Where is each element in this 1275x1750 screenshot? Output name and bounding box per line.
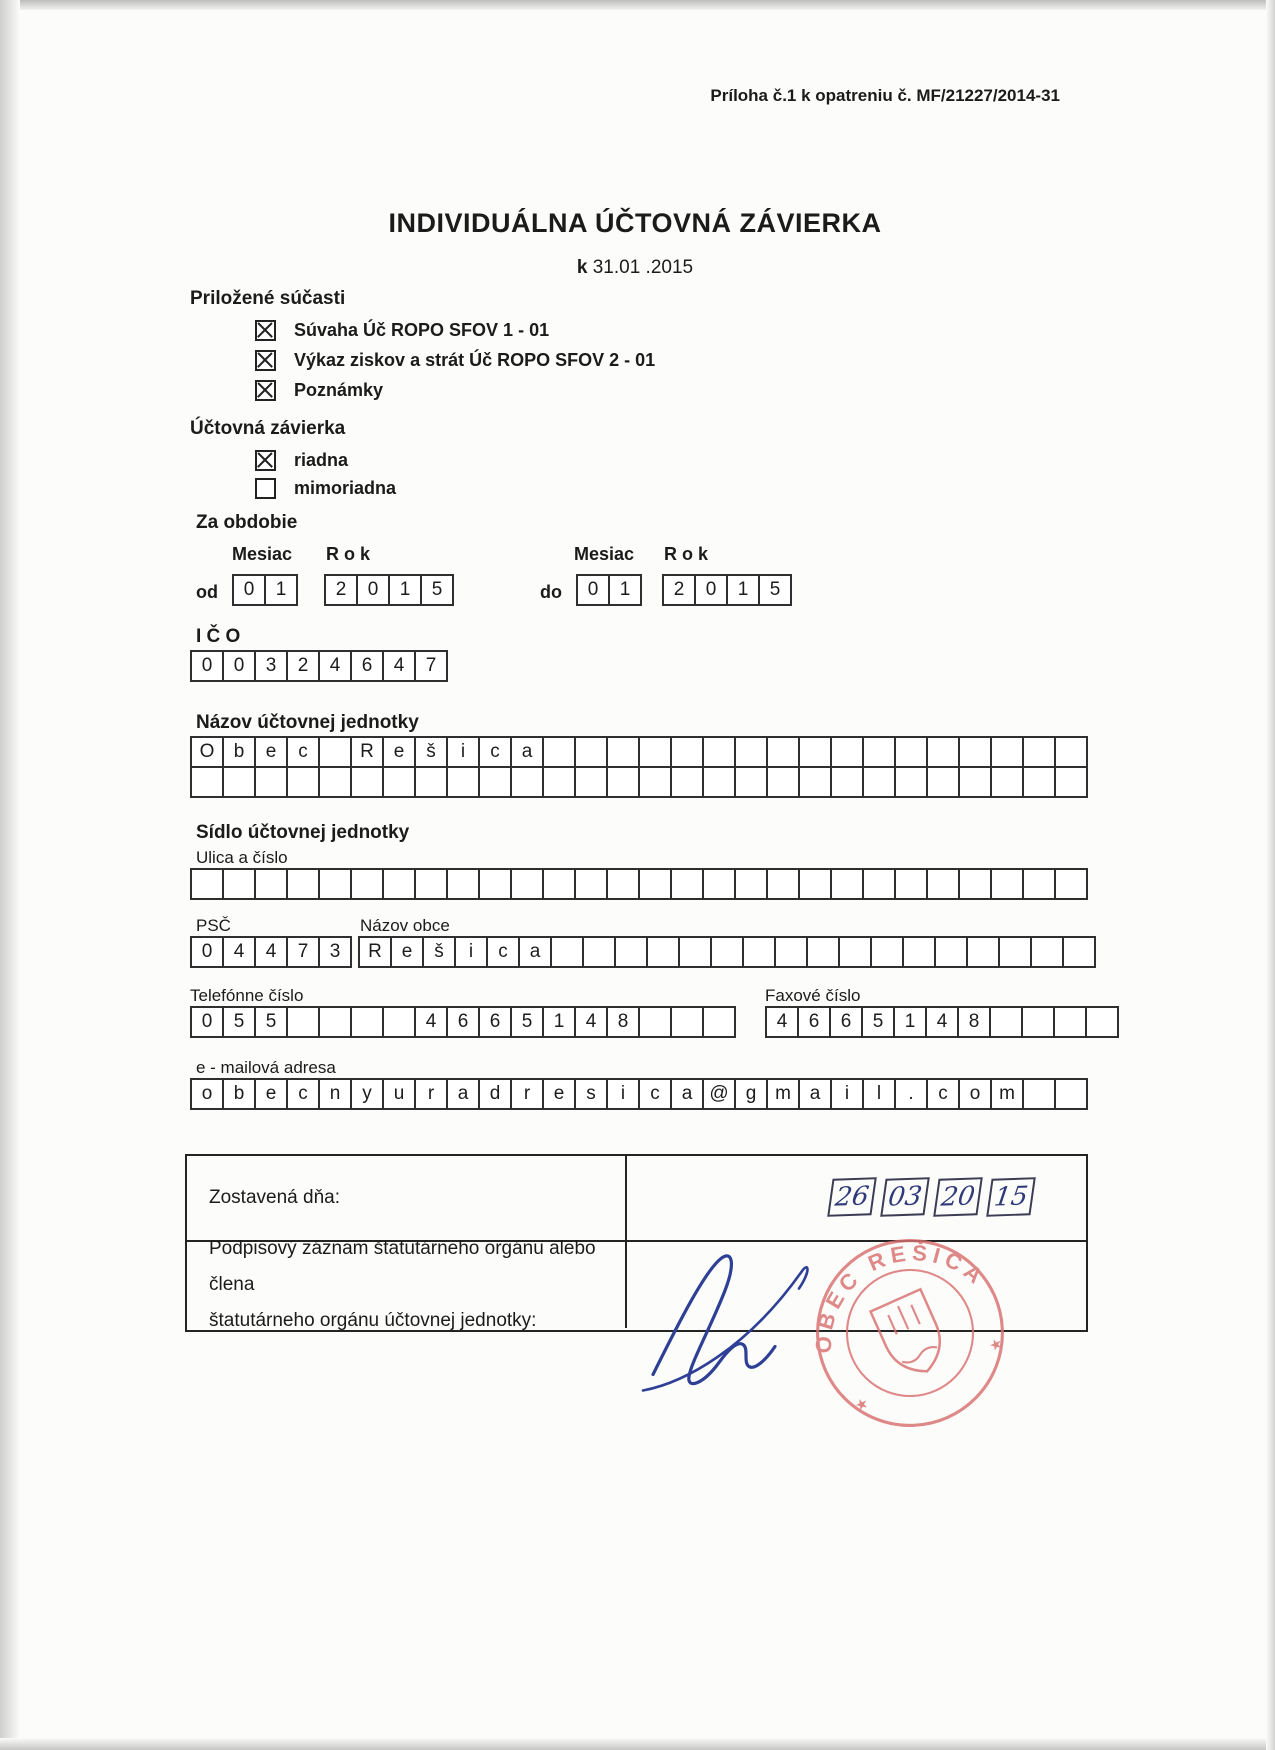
char-cell [318, 736, 352, 768]
char-cell [574, 868, 608, 900]
char-cell [1030, 936, 1064, 968]
char-cell [1022, 1078, 1056, 1110]
char-cell [798, 868, 832, 900]
phone-label: Telefónne číslo [190, 986, 304, 1005]
char-cell: d [478, 1078, 512, 1110]
char-cell: i [454, 936, 488, 968]
scan-edge-bottom [0, 1738, 1275, 1750]
char-cell [222, 766, 256, 798]
signature-area-cell [627, 1242, 1086, 1328]
char-cell: a [446, 1078, 480, 1110]
char-cell [862, 868, 896, 900]
char-cell: r [510, 1078, 544, 1110]
checkbox-suvaha [255, 320, 276, 341]
char-cell: s [574, 1078, 608, 1110]
char-cell [254, 868, 288, 900]
period-od-month-cells [232, 574, 296, 606]
char-cell [1054, 766, 1088, 798]
attached-parts-heading: Priložené súčasti [190, 288, 346, 309]
char-cell [286, 868, 320, 900]
char-cell: 7 [286, 936, 320, 968]
char-cell: 1 [388, 574, 422, 606]
char-cell [702, 736, 736, 768]
char-cell [190, 766, 224, 798]
char-cell [1054, 1078, 1088, 1110]
char-cell [1054, 868, 1088, 900]
char-cell: i [606, 1078, 640, 1110]
char-cell [734, 868, 768, 900]
char-cell [1054, 736, 1088, 768]
char-cell [926, 766, 960, 798]
char-cell [638, 1006, 672, 1038]
entity-name-grid [190, 736, 1086, 798]
char-cell: 2 [662, 574, 696, 606]
period-od-label: od [196, 582, 218, 602]
char-cell [222, 868, 256, 900]
char-cell [350, 1006, 384, 1038]
char-cell: 1 [542, 1006, 576, 1038]
char-cell [286, 1006, 320, 1038]
char-cell [542, 736, 576, 768]
char-cell: . [894, 1078, 928, 1110]
char-cell: 6 [478, 1006, 512, 1038]
char-cell [1085, 1006, 1119, 1038]
char-cell: 1 [264, 574, 298, 606]
char-cell [830, 766, 864, 798]
email-label: e - mailová adresa [196, 1058, 336, 1077]
char-cell: 0 [232, 574, 266, 606]
stamp-star-left: ★ [852, 1395, 872, 1416]
char-cell [382, 766, 416, 798]
char-cell [958, 766, 992, 798]
char-cell: a [670, 1078, 704, 1110]
period-from-year-label: R o k [326, 544, 371, 564]
char-cell [510, 766, 544, 798]
signature-row [187, 1238, 1086, 1331]
char-cell [1022, 736, 1056, 768]
char-cell [894, 736, 928, 768]
char-cell: a [510, 736, 544, 768]
char-cell [870, 936, 904, 968]
char-cell [774, 936, 808, 968]
as-of-value: 31.01 .2015 [592, 257, 694, 278]
char-cell [1022, 766, 1056, 798]
signature-table [185, 1154, 1088, 1332]
signature-label-line1: Podpisový záznam štatutárneho orgánu alebo člena [209, 1238, 596, 1295]
handwritten-date-boxes [830, 1178, 1033, 1216]
period-do-label: do [540, 582, 562, 602]
char-cell [542, 766, 576, 798]
char-cell: 2 [286, 650, 320, 682]
char-cell: 0 [694, 574, 728, 606]
char-cell: 03 [880, 1177, 930, 1217]
char-cell: 5 [420, 574, 454, 606]
char-cell: š [422, 936, 456, 968]
char-cell [606, 736, 640, 768]
char-cell [574, 736, 608, 768]
char-cell: c [486, 936, 520, 968]
entity-name-row2 [190, 766, 1086, 798]
char-cell [989, 1006, 1023, 1038]
scan-edge-left [0, 0, 20, 1750]
char-cell: i [446, 736, 480, 768]
char-cell [670, 736, 704, 768]
char-cell [934, 936, 968, 968]
attached-item-poznamky [255, 380, 383, 401]
compiled-date-label: Zostavená dňa: [209, 1187, 340, 1208]
char-cell [414, 868, 448, 900]
psc-label: PSČ [196, 916, 231, 935]
char-cell [446, 868, 480, 900]
char-cell [510, 868, 544, 900]
checkbox-label: Výkaz ziskov a strát Úč ROPO SFOV 2 - 01 [294, 350, 656, 370]
char-cell: 1 [893, 1006, 927, 1038]
char-cell: 4 [318, 650, 352, 682]
char-cell [1021, 1006, 1055, 1038]
char-cell [862, 736, 896, 768]
char-cell [1062, 936, 1096, 968]
char-cell: e [254, 736, 288, 768]
char-cell: m [766, 1078, 800, 1110]
char-cell [606, 766, 640, 798]
char-cell [318, 1006, 352, 1038]
char-cell: R [358, 936, 392, 968]
entity-name-heading: Názov účtovnej jednotky [196, 712, 419, 733]
char-cell: 4 [254, 936, 288, 968]
char-cell: e [254, 1078, 288, 1110]
char-cell: 5 [861, 1006, 895, 1038]
char-cell [734, 766, 768, 798]
char-cell [1053, 1006, 1087, 1038]
char-cell: R [350, 736, 384, 768]
char-cell [638, 766, 672, 798]
char-cell: 5 [510, 1006, 544, 1038]
scan-edge-top [0, 0, 1275, 10]
char-cell [990, 766, 1024, 798]
char-cell [998, 936, 1032, 968]
char-cell: 0 [190, 1006, 224, 1038]
closing-item-riadna [255, 450, 348, 471]
char-cell [830, 736, 864, 768]
char-cell: a [798, 1078, 832, 1110]
checkbox-label: Poznámky [294, 380, 384, 400]
char-cell: b [222, 1078, 256, 1110]
char-cell: c [478, 736, 512, 768]
char-cell [638, 868, 672, 900]
period-heading: Za obdobie [196, 512, 298, 533]
char-cell: 7 [414, 650, 448, 682]
attachment-note: Príloha č.1 k opatreniu č. MF/21227/2014-31 [710, 86, 1060, 105]
char-cell [894, 766, 928, 798]
compiled-date-value-cell [627, 1156, 1086, 1240]
period-od-year-cells [324, 574, 452, 606]
char-cell [798, 736, 832, 768]
char-cell [254, 766, 288, 798]
char-cell: e [542, 1078, 576, 1110]
char-cell: i [830, 1078, 864, 1110]
char-cell [926, 736, 960, 768]
char-cell [958, 736, 992, 768]
char-cell: c [638, 1078, 672, 1110]
char-cell [710, 936, 744, 968]
char-cell [582, 936, 616, 968]
fax-cells [765, 1006, 1117, 1038]
attached-item-suvaha [255, 320, 549, 341]
municipality-label: Názov obce [360, 916, 450, 935]
email-cells [190, 1078, 1086, 1110]
char-cell [614, 936, 648, 968]
attached-item-vykaz [255, 350, 655, 371]
char-cell [350, 868, 384, 900]
char-cell [318, 766, 352, 798]
period-to-month-label: Mesiac [574, 544, 635, 564]
char-cell: 1 [608, 574, 642, 606]
closing-type-heading: Účtovná závierka [190, 418, 346, 439]
period-do-month-cells [576, 574, 640, 606]
char-cell: c [926, 1078, 960, 1110]
signature-label-line2: štatutárneho orgánu účtovnej jednotky: [209, 1310, 537, 1331]
entity-name-row1 [190, 736, 1086, 768]
street-label: Ulica a číslo [196, 848, 288, 867]
char-cell: 15 [986, 1177, 1036, 1217]
char-cell: 8 [606, 1006, 640, 1038]
char-cell: 5 [254, 1006, 288, 1038]
char-cell [926, 868, 960, 900]
char-cell: š [414, 736, 448, 768]
char-cell: n [318, 1078, 352, 1110]
char-cell [894, 868, 928, 900]
char-cell [414, 766, 448, 798]
char-cell: b [222, 736, 256, 768]
char-cell [670, 1006, 704, 1038]
period-from-month-label: Mesiac [232, 544, 293, 564]
char-cell [678, 936, 712, 968]
char-cell [670, 766, 704, 798]
char-cell: 6 [350, 650, 384, 682]
char-cell [646, 936, 680, 968]
checkbox-poznamky [255, 380, 276, 401]
char-cell [446, 766, 480, 798]
char-cell [734, 736, 768, 768]
fax-label: Faxové číslo [765, 986, 861, 1005]
char-cell [798, 766, 832, 798]
char-cell: 4 [925, 1006, 959, 1038]
char-cell: g [734, 1078, 768, 1110]
char-cell [478, 766, 512, 798]
char-cell [766, 766, 800, 798]
char-cell: e [390, 936, 424, 968]
ico-cells [190, 650, 446, 682]
char-cell: 0 [356, 574, 390, 606]
char-cell: 4 [765, 1006, 799, 1038]
char-cell [838, 936, 872, 968]
char-cell: a [518, 936, 552, 968]
period-to-year-label: R o k [664, 544, 709, 564]
char-cell [990, 736, 1024, 768]
char-cell [382, 1006, 416, 1038]
char-cell: @ [702, 1078, 736, 1110]
char-cell [902, 936, 936, 968]
char-cell [550, 936, 584, 968]
char-cell: 6 [446, 1006, 480, 1038]
char-cell: O [190, 736, 224, 768]
char-cell: c [286, 1078, 320, 1110]
checkbox-mimoriadna [255, 478, 276, 499]
char-cell: 20 [933, 1177, 983, 1217]
char-cell [806, 936, 840, 968]
char-cell [542, 868, 576, 900]
char-cell [190, 868, 224, 900]
char-cell [574, 766, 608, 798]
municipality-cells [358, 936, 1094, 968]
compiled-date-label-cell [187, 1156, 627, 1240]
char-cell: 5 [758, 574, 792, 606]
compiled-date-row [187, 1156, 1086, 1242]
checkbox-label: riadna [294, 450, 349, 470]
char-cell: 4 [222, 936, 256, 968]
char-cell: 4 [414, 1006, 448, 1038]
scan-edge-right [1266, 0, 1275, 1750]
char-cell: 26 [827, 1177, 877, 1217]
char-cell [862, 766, 896, 798]
char-cell: r [414, 1078, 448, 1110]
char-cell: e [382, 736, 416, 768]
checkbox-vykaz [255, 350, 276, 371]
char-cell: 4 [382, 650, 416, 682]
char-cell: o [190, 1078, 224, 1110]
char-cell [958, 868, 992, 900]
form-title: INDIVIDUÁLNA ÚČTOVNÁ ZÁVIERKA [388, 208, 882, 238]
period-do-year-cells [662, 574, 790, 606]
char-cell [638, 736, 672, 768]
as-of-label: k [576, 257, 588, 278]
char-cell [766, 868, 800, 900]
char-cell: 0 [576, 574, 610, 606]
char-cell [1022, 868, 1056, 900]
char-cell: 3 [318, 936, 352, 968]
char-cell: o [958, 1078, 992, 1110]
char-cell [742, 936, 776, 968]
closing-item-mimoriadna [255, 478, 396, 499]
char-cell: 5 [222, 1006, 256, 1038]
char-cell: 2 [324, 574, 358, 606]
char-cell [286, 766, 320, 798]
char-cell: 6 [797, 1006, 831, 1038]
signature-label-cell [187, 1238, 627, 1331]
char-cell: 0 [222, 650, 256, 682]
char-cell: m [990, 1078, 1024, 1110]
char-cell [966, 936, 1000, 968]
phone-cells [190, 1006, 734, 1038]
stamp-star-right: ★ [987, 1335, 1006, 1356]
char-cell [702, 868, 736, 900]
char-cell [382, 868, 416, 900]
seat-heading: Sídlo účtovnej jednotky [196, 822, 410, 843]
char-cell [478, 868, 512, 900]
char-cell: 3 [254, 650, 288, 682]
char-cell [702, 1006, 736, 1038]
char-cell [990, 868, 1024, 900]
char-cell [350, 766, 384, 798]
char-cell: u [382, 1078, 416, 1110]
char-cell [318, 868, 352, 900]
stamp-text: OBEC REŠICA [810, 1240, 992, 1354]
char-cell: l [862, 1078, 896, 1110]
char-cell: 6 [829, 1006, 863, 1038]
char-cell: c [286, 736, 320, 768]
char-cell: y [350, 1078, 384, 1110]
char-cell [830, 868, 864, 900]
char-cell: 1 [726, 574, 760, 606]
checkbox-riadna [255, 450, 276, 471]
char-cell: 0 [190, 650, 224, 682]
char-cell: 4 [574, 1006, 608, 1038]
char-cell [702, 766, 736, 798]
checkbox-label: Súvaha Úč ROPO SFOV 1 - 01 [294, 320, 550, 340]
psc-cells [190, 936, 350, 968]
street-cells [190, 868, 1086, 900]
ico-heading: I Č O [196, 626, 241, 647]
char-cell: 0 [190, 936, 224, 968]
checkbox-label: mimoriadna [294, 478, 397, 498]
char-cell: 8 [957, 1006, 991, 1038]
char-cell [766, 736, 800, 768]
char-cell [670, 868, 704, 900]
char-cell [606, 868, 640, 900]
as-of-line [50, 257, 1220, 279]
